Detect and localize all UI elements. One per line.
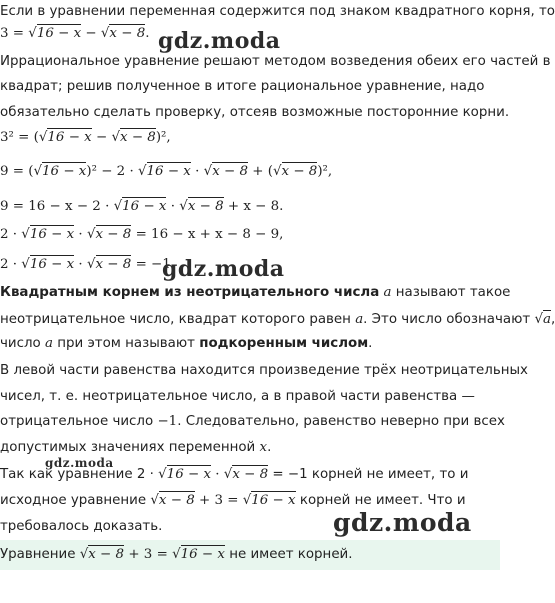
watermark-4: gdz.moda bbox=[333, 508, 472, 537]
reasoning-line-1: В левой части равенства находится произведение трёх неотрицательных bbox=[0, 363, 528, 378]
definition-line-2: неотрицательное число, квадрат которого равен a. Это число обозначают √a, bbox=[0, 312, 555, 327]
intro-line-1: Если в уравнении переменная содержится под знаком квадратного корня, то bbox=[0, 4, 555, 19]
step-4: 2 · √16 − x · √x − 8 = 16 − x + x − 8 − 9, bbox=[0, 227, 284, 242]
step-5: 2 · √16 − x · √x − 8 = −1. bbox=[0, 257, 176, 272]
sqrt-x-8: x − 8 bbox=[109, 26, 146, 41]
definition-line-1: Квадратным корнем из неотрицательного числа a называют такое bbox=[0, 285, 511, 300]
method-line-1: Иррациональное уравнение решают методом возведения обеих его частей в bbox=[0, 54, 551, 69]
reasoning-line-2: чисел, т. е. неотрицательное число, а в правой части равенства — bbox=[0, 389, 475, 404]
watermark-3: gdz.moda bbox=[45, 456, 114, 470]
step-2: 9 = (√16 − x)² − 2 · √16 − x · √x − 8 + (√x − 8)², bbox=[0, 164, 333, 179]
step-3: 9 = 16 − x − 2 · √16 − x · √x − 8 + x − 8. bbox=[0, 199, 284, 214]
definition-term: Квадратным корнем из неотрицательного числа bbox=[0, 285, 380, 300]
intro-equation: 3 = √16 − x − √x − 8. bbox=[0, 26, 150, 41]
watermark-2: gdz.moda bbox=[162, 256, 285, 282]
watermark-1: gdz.moda bbox=[158, 28, 281, 54]
reasoning-line-4: допустимых значениях переменной x. bbox=[0, 440, 272, 455]
conclusion-line-2: исходное уравнение √x − 8 + 3 = √16 − x корней не имеет. Что и bbox=[0, 493, 466, 508]
reasoning-line-3: отрицательное число −1. Следовательно, равенство неверно при всех bbox=[0, 414, 505, 429]
definition-line-3: число a при этом называют подкоренным числом. bbox=[0, 336, 373, 351]
sqrt-16-x: 16 − x bbox=[36, 26, 82, 41]
conclusion-line-1: Так как уравнение 2 · √16 − x · √x − 8 = −1 корней не имеет, то и bbox=[0, 467, 469, 482]
radicand-term: подкоренным числом bbox=[199, 336, 369, 351]
conclusion-line-3: требовалось доказать. bbox=[0, 519, 163, 534]
eq-start: 3 = bbox=[0, 26, 29, 41]
method-line-3: обязательно сделать проверку, отсеяв возможные посторонние корни. bbox=[0, 105, 510, 120]
answer-line: Уравнение √x − 8 + 3 = √16 − x не имеет корней. bbox=[0, 547, 353, 562]
step-1: 3² = (√16 − x − √x − 8)², bbox=[0, 130, 171, 145]
method-line-2: квадрат; решив полученное в итоге рациональное уравнение, надо bbox=[0, 79, 485, 94]
